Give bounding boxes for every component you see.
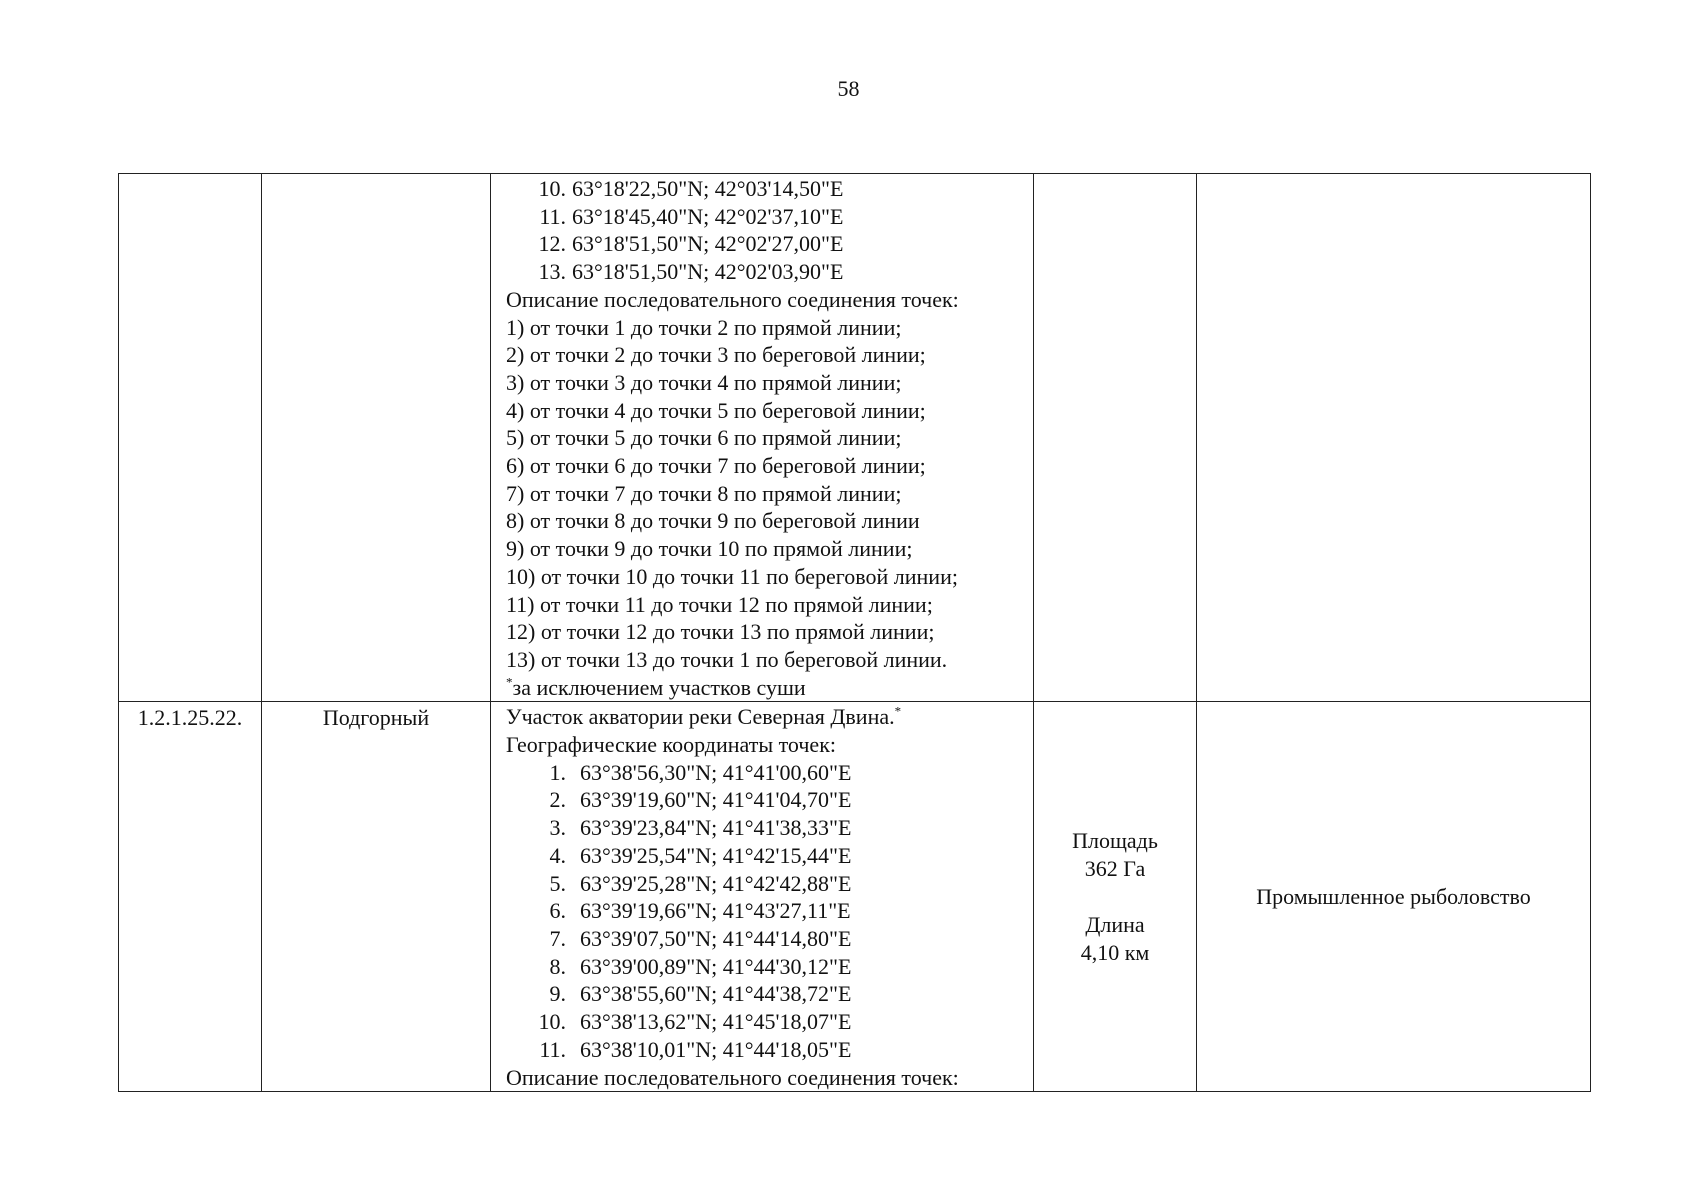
point-coordinates: 63°39'23,84"N; 41°41'38,33"E [580, 815, 852, 841]
connection-item: 9) от точки 9 до точки 10 по прямой линии; [506, 536, 913, 562]
coordinate-point [506, 175, 1023, 203]
point-coordinates: 63°38'13,62"N; 41°45'18,07"E [580, 1009, 852, 1035]
coordinate-point [506, 1008, 1023, 1036]
coordinate-point [506, 1036, 1023, 1064]
area-cell [1034, 174, 1197, 702]
connection-item: 7) от точки 7 до точки 8 по прямой линии; [506, 480, 902, 506]
connection-item: 5) от точки 5 до точки 6 по прямой линии; [506, 425, 902, 451]
coordinate-point [506, 230, 1023, 258]
point-coordinates: 63°39'19,66"N; 41°43'27,11"E [580, 898, 851, 924]
coordinate-point [506, 842, 1023, 870]
connection-title: Описание последовательного соединения точек: [506, 1064, 959, 1090]
footnote [506, 674, 1023, 702]
connection-item: 12) от точки 12 до точки 13 по прямой линии; [506, 619, 935, 645]
point-number: 12. [538, 231, 566, 257]
area-intro-text: Участок акватории реки Северная Двина. [506, 704, 895, 730]
point-coordinates: 63°18'45,40"N; 42°02'37,10"E [572, 203, 844, 229]
coordinate-point [506, 953, 1023, 981]
description-cell [491, 174, 1034, 702]
coordinates-title: Географические координаты точек: [506, 732, 836, 758]
area-value: 362 Га [1084, 855, 1146, 881]
point-number: 9. [549, 981, 566, 1007]
coordinate-list [506, 759, 1023, 1064]
length-label: Длина [1085, 911, 1145, 937]
point-coordinates: 63°39'25,28"N; 41°42'42,88"E [580, 870, 852, 896]
connection-title: Описание последовательного соединения точек: [506, 286, 959, 312]
footnote-text: за исключением участков суши [512, 674, 806, 700]
connection-item: 2) от точки 2 до точки 3 по береговой линии; [506, 342, 926, 368]
point-number: 2. [549, 787, 566, 813]
coordinate-point [506, 814, 1023, 842]
row-code-cell: 1.2.1.25.22. [119, 702, 262, 1092]
connection-list [506, 314, 1023, 674]
connection-item: 10) от точки 10 до точки 11 по береговой линии; [506, 563, 958, 589]
footnote-mark: * [506, 674, 513, 690]
point-coordinates: 63°39'19,60"N; 41°41'04,70"E [580, 787, 852, 813]
point-number: 11. [539, 203, 566, 229]
area-intro [506, 703, 1023, 731]
table-row [119, 174, 1591, 702]
point-number: 6. [549, 898, 566, 924]
connection-item: 11) от точки 11 до точки 12 по прямой линии; [506, 591, 933, 617]
point-coordinates: 63°18'22,50"N; 42°03'14,50"E [572, 176, 844, 201]
area-label: Площадь [1072, 827, 1158, 853]
point-number: 8. [549, 953, 566, 979]
connection-item: 3) от точки 3 до точки 4 по прямой линии; [506, 369, 902, 395]
connection-item: 8) от точки 8 до точки 9 по береговой линии [506, 508, 920, 534]
point-number: 10. [538, 176, 566, 201]
point-coordinates: 63°39'07,50"N; 41°44'14,80"E [580, 925, 852, 951]
point-coordinates: 63°38'55,60"N; 41°44'38,72"E [580, 981, 852, 1007]
coordinate-point [506, 258, 1023, 286]
coordinate-point [506, 786, 1023, 814]
use-cell [1197, 174, 1591, 702]
coordinate-point [506, 870, 1023, 898]
point-number: 7. [549, 925, 566, 951]
fishing-areas-table [118, 173, 1591, 1092]
point-coordinates: 63°39'00,89"N; 41°44'30,12"E [580, 953, 852, 979]
connection-item: 4) от точки 4 до точки 5 по береговой линии; [506, 397, 926, 423]
footnote-mark: * [894, 704, 902, 720]
page-number: 58 [837, 76, 860, 101]
coordinate-point [506, 203, 1023, 231]
point-coordinates: 63°38'10,01"N; 41°44'18,05"E [580, 1036, 852, 1062]
point-number: 4. [549, 842, 566, 868]
coordinate-list [506, 175, 1023, 286]
point-number: 10. [538, 1009, 566, 1035]
row-name-cell: Подгорный [262, 702, 491, 1092]
point-number: 11. [539, 1036, 566, 1062]
point-coordinates: 63°38'56,30"N; 41°41'00,60"E [580, 759, 852, 785]
coordinate-point [506, 897, 1023, 925]
connection-item: 1) от точки 1 до точки 2 по прямой линии; [506, 314, 902, 340]
coordinate-point [506, 759, 1023, 787]
row-name-cell [262, 174, 491, 702]
point-number: 1. [549, 759, 566, 785]
connection-item: 6) от точки 6 до точки 7 по береговой линии; [506, 453, 926, 479]
row-code-cell [119, 174, 262, 702]
coordinate-point [506, 980, 1023, 1008]
table-row [119, 702, 1591, 1092]
point-number: 5. [549, 870, 566, 896]
point-number: 3. [549, 815, 566, 841]
length-value: 4,10 км [1080, 939, 1150, 965]
description-cell [491, 702, 1034, 1092]
area-cell [1034, 702, 1197, 1092]
point-coordinates: 63°39'25,54"N; 41°42'15,44"E [580, 842, 852, 868]
use-cell: Промышленное рыболовство [1197, 702, 1591, 1092]
coordinate-point [506, 925, 1023, 953]
connection-item: 13) от точки 13 до точки 1 по береговой линии. [506, 646, 948, 672]
point-number: 13. [538, 259, 566, 285]
point-coordinates: 63°18'51,50"N; 42°02'27,00"E [572, 231, 844, 257]
point-coordinates: 63°18'51,50"N; 42°02'03,90"E [572, 259, 844, 285]
